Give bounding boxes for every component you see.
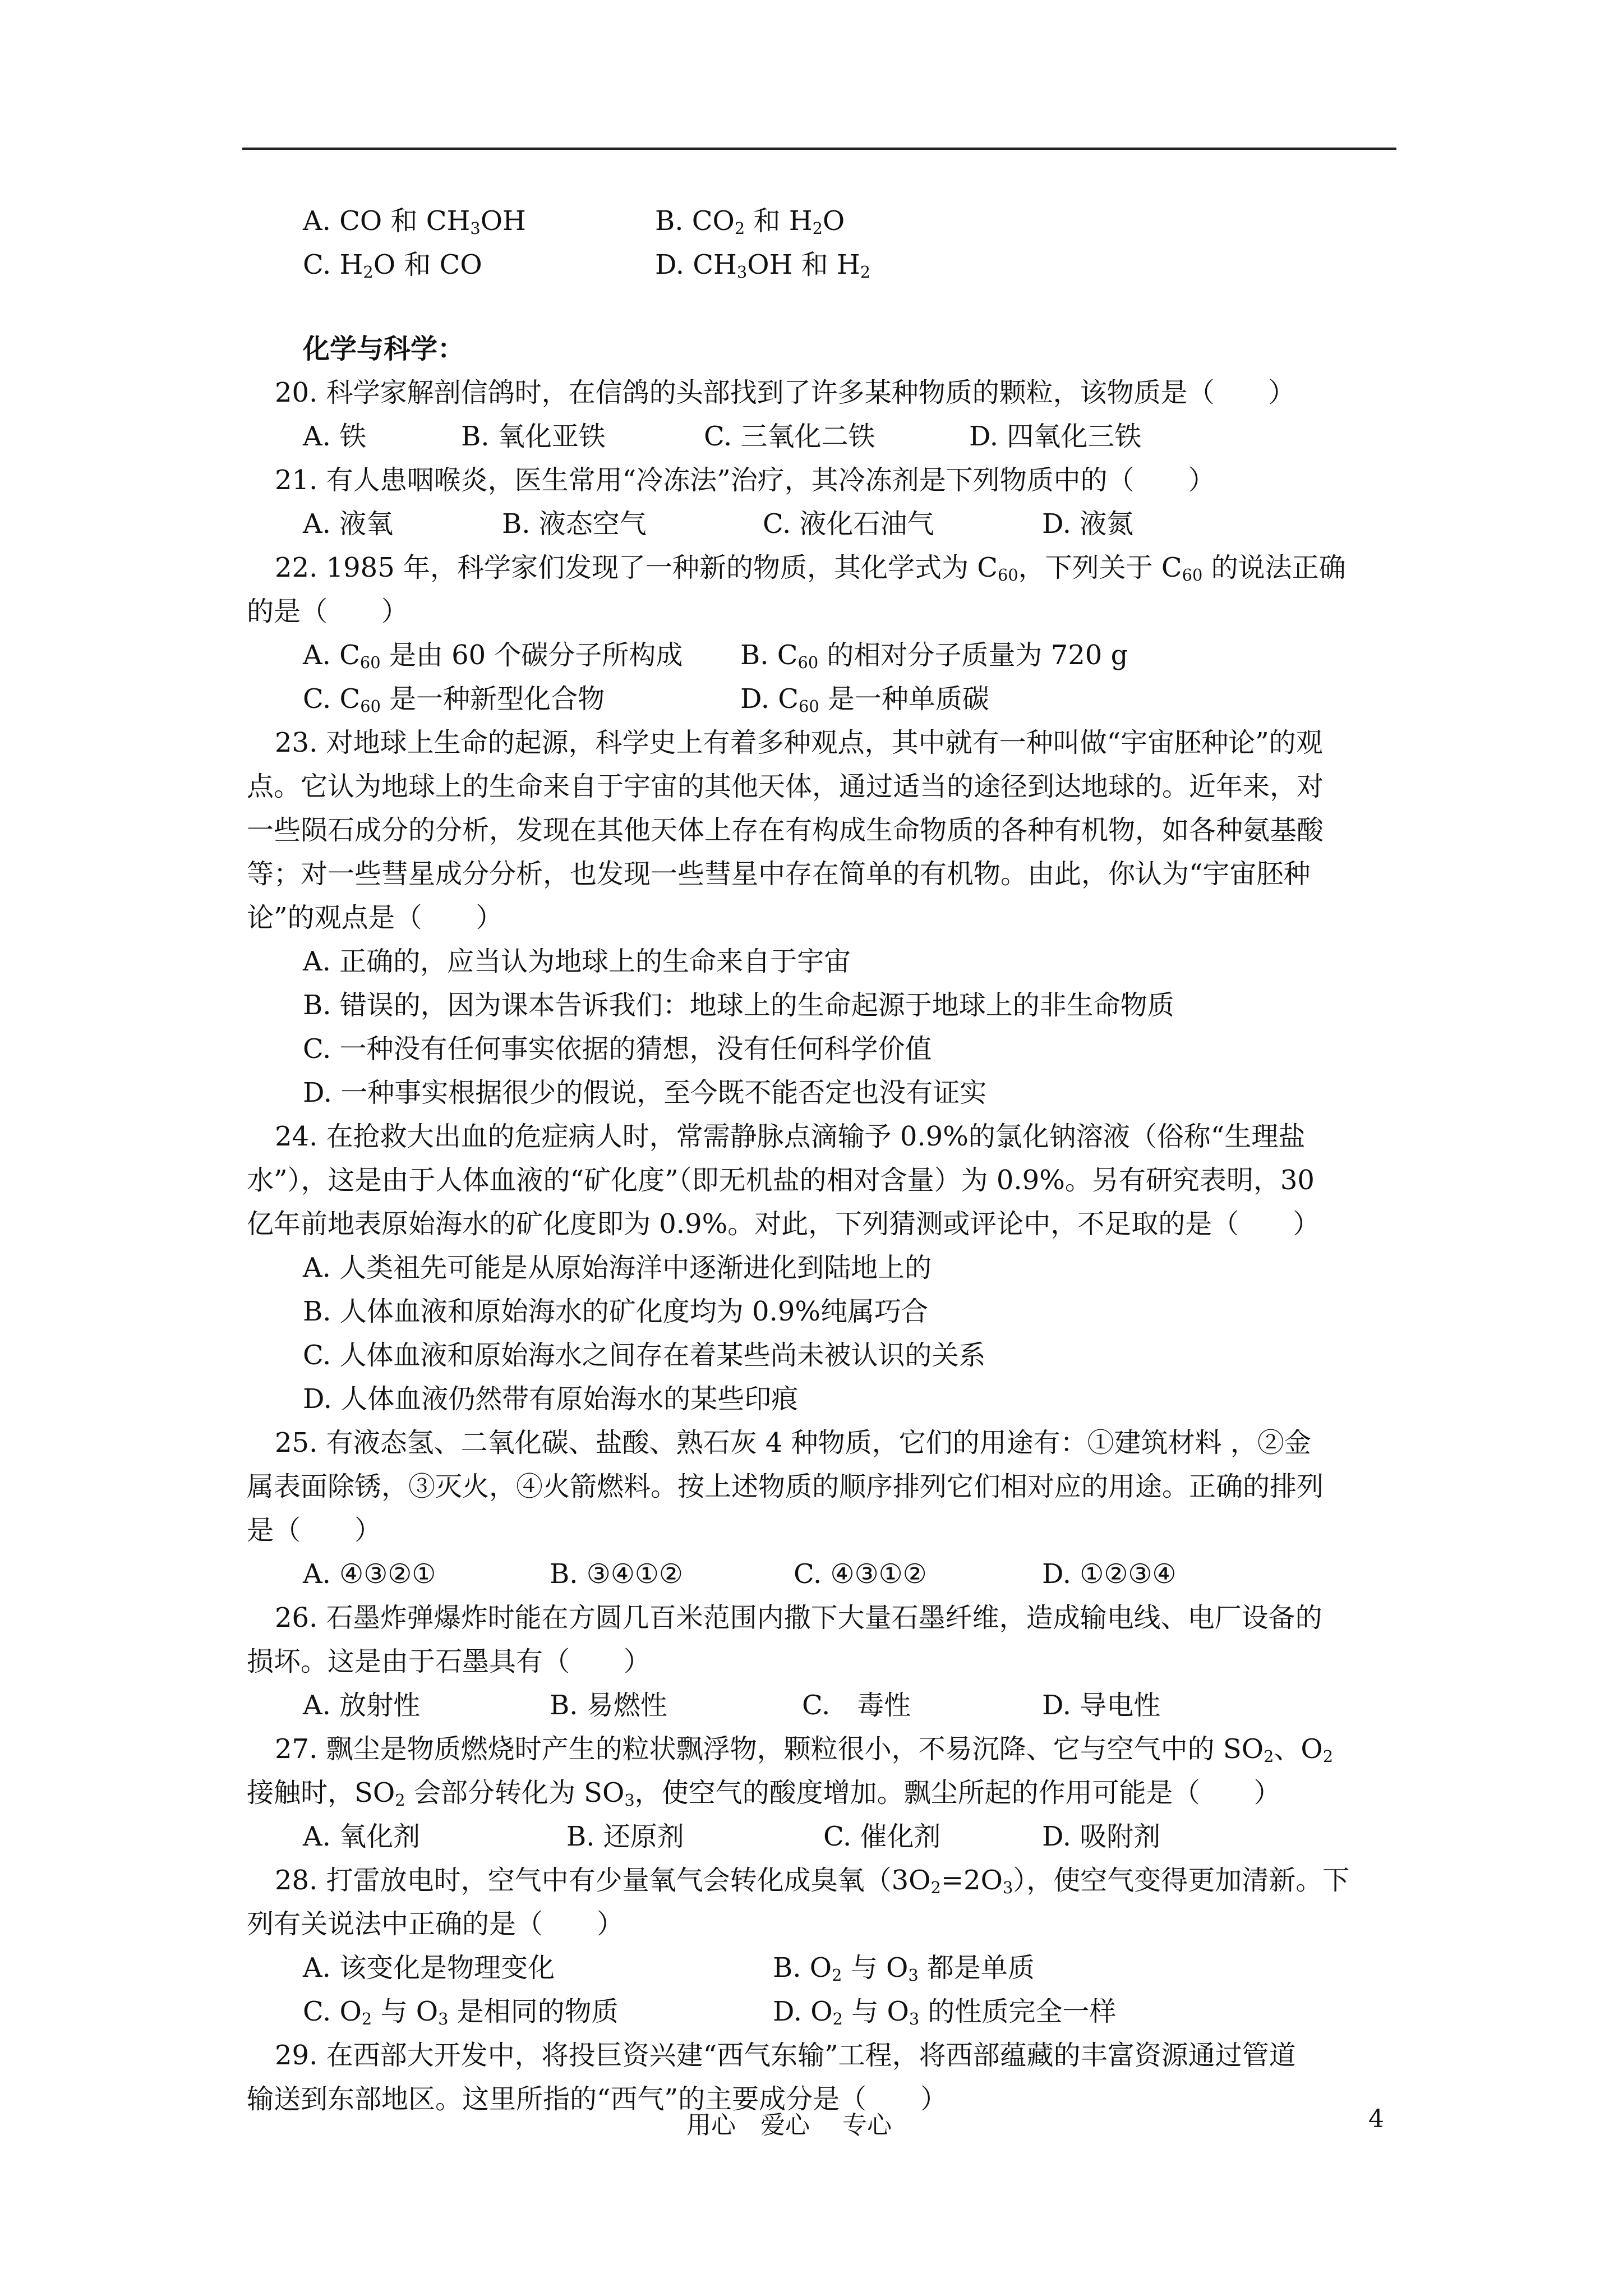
question-29-stem: 29. 在西部大开发中，将投巨资兴建“西气东输”工程，将西部蕴藏的丰富资源通过管道 <box>275 2040 1296 2071</box>
option-c: C. 一种没有任何事实依据的猜想，没有任何科学价值 <box>303 1033 932 1065</box>
question-27-stem: 27. 飘尘是物质燃烧时产生的粒状飘浮物，颗粒很小，不易沉降、它与空气中的 $SO_2$、$O_2$ <box>275 1733 1334 1766</box>
option-d: D. 人体血液仍然带有原始海水的某些印痕 <box>303 1383 799 1415</box>
option-a: A. $C_{60}$ 是由 60 个碳分子所构成 <box>303 639 683 673</box>
option-b: B. 液态空气 <box>502 508 647 540</box>
option-c: C. 毒性 <box>802 1690 911 1721</box>
question-22-stem: 的是（ ） <box>247 596 409 627</box>
question-25-stem: 25. 有液态氢、二氧化碳、盐酸、熟石灰 4 种物质，它们的用途有：①建筑材料 ，②金 <box>275 1427 1311 1458</box>
footer-motto: 用心 爱心 专心 <box>686 2111 892 2139</box>
option-b: B. $C_{60}$ 的相对分子质量为 720 g <box>740 639 1128 673</box>
question-28-stem: 列有关说法中正确的是（ ） <box>247 1908 624 1940</box>
option-c: C. 人体血液和原始海水之间存在着某些尚未被认识的关系 <box>303 1340 986 1371</box>
option-d: D. 四氧化三铁 <box>969 421 1142 452</box>
question-23-stem: 等；对一些彗星成分分析，也发现一些彗星中存在简单的有机物。由此，你认为“宇宙胚种 <box>247 858 1311 890</box>
question-22-stem: 22. 1985 年，科学家们发现了一种新的物质，其化学式为 $C_{60}$，下列关于 $C_{60}$ 的说法正确 <box>275 552 1346 585</box>
question-29-stem: 输送到东部地区。这里所指的“西气”的主要成分是（ ） <box>247 2083 948 2115</box>
option-d: D. 一种事实根据很少的假说，至今既不能否定也没有证实 <box>303 1077 987 1108</box>
option-d: D. $O_2$ 与 $O_3$ 的性质完全一样 <box>773 1996 1117 2029</box>
option-a: A. 正确的，应当认为地球上的生命来自于宇宙 <box>303 946 851 977</box>
option-a: A. 液氧 <box>303 508 394 540</box>
option-b: B. 人体血液和原始海水的矿化度均为 0.9%纯属巧合 <box>303 1296 928 1327</box>
question-26-stem: 损坏。这是由于石墨具有（ ） <box>247 1646 651 1677</box>
question-24-stem: 亿年前地表原始海水的矿化度即为 0.9%。对此，下列猜测或评论中，不足取的是（ ） <box>247 1208 1320 1240</box>
option-a: A. 铁 <box>303 421 367 452</box>
option-d: D. $C_{60}$ 是一种单质碳 <box>740 683 989 716</box>
option-b: B. $CO_2$ 和 $H_2O$ <box>655 205 845 238</box>
option-d: D. 液氮 <box>1042 508 1134 540</box>
option-c: C. 液化石油气 <box>763 508 934 540</box>
option-c: C. $H_2O$ 和 CO <box>303 249 482 282</box>
question-25-stem: 属表面除锈，③灭火，④火箭燃料。按上述物质的顺序排列它们相对应的用途。正确的排列 <box>247 1471 1324 1502</box>
question-26-stem: 26. 石墨炸弹爆炸时能在方圆几百米范围内撒下大量石墨纤维，造成输电线、电厂设备的 <box>275 1602 1322 1634</box>
option-a: A. 该变化是物理变化 <box>303 1952 555 1984</box>
question-23-stem: 一些陨石成分的分析，发现在其他天体上存在有构成生命物质的各种有机物，如各种氨基酸 <box>247 815 1324 846</box>
option-c: C. ④③①② <box>794 1558 927 1590</box>
question-23-stem: 23. 对地球上生命的起源，科学史上有着多种观点，其中就有一种叫做“宇宙胚种论”的观 <box>275 727 1323 758</box>
question-21-stem: 21. 有人患咽喉炎，医生常用“冷冻法”治疗，其冷冻剂是下列物质中的（ ） <box>275 464 1215 496</box>
option-a: A. 人类祖先可能是从原始海洋中逐渐进化到陆地上的 <box>303 1252 932 1283</box>
option-b: B. 还原剂 <box>566 1821 684 1852</box>
option-d: D. 吸附剂 <box>1042 1821 1161 1852</box>
question-20-stem: 20. 科学家解剖信鸽时，在信鸽的头部找到了许多某种物质的颗粒，该物质是（ ） <box>275 377 1295 408</box>
option-b: B. 错误的，因为课本告诉我们：地球上的生命起源于地球上的非生命物质 <box>303 990 1174 1021</box>
option-b: B. ③④①② <box>550 1558 683 1590</box>
section-title: 化学与科学： <box>303 333 465 365</box>
option-b: B. $O_2$ 与 $O_3$ 都是单质 <box>773 1952 1035 1985</box>
question-28-stem: 28. 打雷放电时，空气中有少量氧气会转化成臭氧$(3O_2=2O_3)$，使空气变得更加清新。下 <box>275 1865 1350 1898</box>
option-c: C. 催化剂 <box>823 1821 941 1852</box>
option-a: A. CO 和 $CH_3OH$ <box>303 205 526 238</box>
question-25-stem: 是（ ） <box>247 1515 382 1546</box>
option-d: D. 导电性 <box>1042 1690 1161 1721</box>
option-a: A. 放射性 <box>303 1690 421 1721</box>
option-a: A. 氧化剂 <box>303 1821 421 1852</box>
question-23-stem: 点。它认为地球上的生命来自于宇宙的其他天体，通过适当的途径到达地球的。近年来，对 <box>247 771 1324 802</box>
option-b: B. 易燃性 <box>550 1690 667 1721</box>
question-24-stem: 24. 在抢救大出血的危症病人时，常需静脉点滴输予 0.9%的氯化钠溶液（俗称“生理盐 <box>275 1121 1306 1152</box>
option-d: D. $CH_3OH$ 和 $H_2$ <box>655 249 871 282</box>
option-d: D. ①②③④ <box>1042 1558 1177 1590</box>
option-c: C. $O_2$ 与 $O_3$ 是相同的物质 <box>303 1996 619 2029</box>
question-27-stem: 接触时，$SO_2$ 会部分转化为 $SO_3$，使空气的酸度增加。飘尘所起的作用可能是（ ） <box>247 1777 1281 1810</box>
page-number: 4 <box>1368 2105 1384 2133</box>
header-rule <box>242 148 1396 150</box>
option-a: A. ④③②① <box>303 1558 436 1590</box>
option-c: C. 三氧化二铁 <box>704 421 875 452</box>
question-24-stem: 水”），这是由于人体血液的“矿化度”（即无机盐的相对含量）为 0.9%。另有研究表明，30 <box>247 1165 1315 1196</box>
question-23-stem: 论”的观点是（ ） <box>247 902 503 933</box>
option-c: C. $C_{60}$ 是一种新型化合物 <box>303 683 605 716</box>
option-b: B. 氧化亚铁 <box>461 421 606 452</box>
